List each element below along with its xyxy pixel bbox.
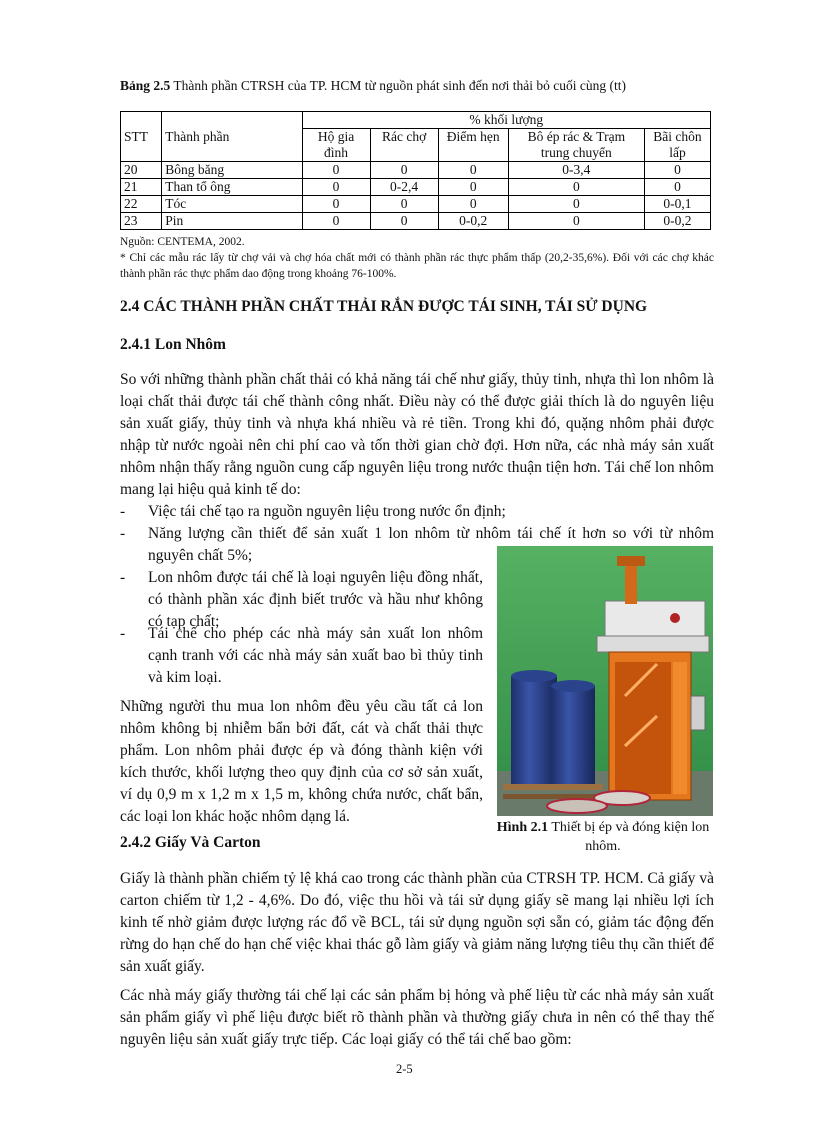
cell-stt: 20 [121, 162, 162, 179]
cell-value: 0 [508, 196, 644, 213]
subsection-title-aluminum: 2.4.1 Lon Nhôm [120, 336, 226, 353]
figure-caption [493, 818, 713, 856]
cell-name: Bông băng [162, 162, 302, 179]
table-row [121, 162, 711, 179]
bullet-item [120, 623, 483, 689]
header-landfill: Bãi chôn lấp [644, 129, 710, 162]
table-row [121, 213, 711, 230]
bullet-item [120, 501, 714, 523]
cell-value: 0 [302, 162, 370, 179]
header-household: Hộ gia đình [302, 129, 370, 162]
paragraph-paper-intro: Giấy là thành phần chiếm tỷ lệ khá cao trong các thành phần của CTRSH TP. HCM. Cả giấy và carton chiếm từ 1,2 - 4,6%. Do đó, việc thu hồi và tái sử dụng giấy sẽ mang lại nhiều lợi ích kinh tế nhờ giảm được lượng rác đổ về BCL, tái sử dụng nguồn sợi sẵn có, giảm tác động đến rừng do hạn chế do hạn chế việc khai thác gỗ làm giấy và giảm năng lượng tiêu thụ cần thiết để sản xuất giấy. [120, 870, 714, 975]
header-group: % khối lượng [302, 112, 710, 129]
table-source: Nguồn: CENTEMA, 2002. [120, 236, 245, 248]
header-collection-point: Điểm hẹn [438, 129, 508, 162]
cell-value: 0 [644, 162, 710, 179]
header-market: Rác chợ [370, 129, 438, 162]
cell-value: 0 [370, 162, 438, 179]
cell-value: 0 [438, 179, 508, 196]
section-title: 2.4 CÁC THÀNH PHẦN CHẤT THẢI RẮN ĐƯỢC TÁI SINH, TÁI SỬ DỤNG [120, 298, 648, 315]
bullet-dash: - [120, 625, 126, 642]
paragraph-paper-recycling: Các nhà máy giấy thường tái chế lại các sản phẩm bị hỏng và phế liệu từ các nhà máy sản xuất sản phẩm giấy vì phế liệu được biết rõ thành phần và thường giấy chưa in nên có thể thay thế nguyên liệu sản xuất giấy trực tiếp. Các loại giấy có thể tái chế bao gồm: [120, 987, 714, 1048]
bullet-text: Năng lượng cần thiết để sản xuất 1 lon nhôm từ nhôm tái chế ít hơn so với từ nhôm nguyên chất 5%; [148, 525, 714, 564]
bullet-dash: - [120, 503, 126, 520]
header-transfer-station: Bô ép rác & Trạm trung chuyển [508, 129, 644, 162]
table-header-row [121, 112, 711, 129]
figure-baler-image [497, 546, 713, 816]
table-row [121, 179, 711, 196]
cell-stt: 22 [121, 196, 162, 213]
bullet-text: Lon nhôm được tái chế là loại nguyên liệu đồng nhất, có thành phần xác định biết trước và hầu như không có tạp chất; [148, 569, 483, 630]
cell-name: Than tổ ông [162, 179, 302, 196]
paragraph-aluminum-intro: So với những thành phần chất thải có khả năng tái chế như giấy, thủy tinh, nhựa thì lon nhôm là loại chất thải được tái chế thành công nhất. Điều này có thể được giải thích là do nguyên liệu sản xuất giấy, thủy tinh và nhựa khá nhiều và rẻ tiền. Trong khi đó, quặng nhôm phải được nhập từ nước ngoài nên chi phí cao và tốn thời gian chờ đợi. Hơn nữa, các nhà máy sản xuất nhôm nhận thấy rằng nguồn cung cấp nguyên liệu trong nước thuận tiện hơn. Tái chế lon nhôm mang lại hiệu quả kinh tế do: [120, 371, 714, 498]
cell-stt: 21 [121, 179, 162, 196]
cell-value: 0-0,2 [644, 213, 710, 230]
table-footnote: * Chỉ các mẫu rác lấy từ chợ vải và chợ hóa chất mới có thành phần rác thực phẩm thấp (20,2-35,6%). Đối với các chợ khác thành phần rác thực phẩm dao động trong khoảng 76-100%. [120, 252, 714, 280]
paragraph-aluminum-requirements: Những người thu mua lon nhôm đều yêu cầu tất cả lon nhôm không bị nhiễm bẩn bởi đất, cát và chất thải thực phẩm. Lon nhôm phải được ép và đóng thành kiện với kích thước, khối lượng theo quy định của cơ sở sản xuất, ví dụ 0,9 m x 1,2 m x 1,5 m, không chứa nước, chất bẩn, các loại lon khác hoặc nhôm dạng lá. [120, 698, 483, 825]
cell-value: 0 [508, 213, 644, 230]
cell-name: Pin [162, 213, 302, 230]
cell-value: 0 [370, 196, 438, 213]
cell-stt: 23 [121, 213, 162, 230]
cell-value: 0 [370, 213, 438, 230]
table-row [121, 196, 711, 213]
subsection-title-paper: 2.4.2 Giấy Và Carton [120, 834, 261, 851]
cell-value: 0 [644, 179, 710, 196]
page-number: 2-5 [396, 1062, 413, 1076]
table-caption [120, 78, 626, 94]
bullet-text: Việc tái chế tạo ra nguồn nguyên liệu trong nước ổn định; [148, 503, 506, 520]
cell-value: 0 [302, 196, 370, 213]
cell-value: 0-2,4 [370, 179, 438, 196]
header-component: Thành phần [162, 112, 302, 162]
figure-label: Hình 2.1 [496, 820, 549, 835]
cell-value: 0 [508, 179, 644, 196]
header-stt: STT [121, 112, 162, 162]
cell-value: 0-3,4 [508, 162, 644, 179]
bullet-dash: - [120, 525, 126, 542]
table-caption-label: Bảng 2.5 [120, 78, 171, 93]
cell-value: 0 [302, 213, 370, 230]
cell-value: 0 [438, 162, 508, 179]
cell-value: 0 [438, 196, 508, 213]
cell-value: 0 [302, 179, 370, 196]
composition-table [120, 111, 711, 230]
table-notes [120, 234, 714, 282]
cell-value: 0-0,2 [438, 213, 508, 230]
figure-caption-text: Thiết bị ép và đóng kiện lon nhôm. [551, 820, 710, 854]
cell-value: 0-0,1 [644, 196, 710, 213]
table-caption-text: Thành phần CTRSH của TP. HCM từ nguồn phát sinh đến nơi thải bỏ cuối cùng (tt) [173, 78, 626, 93]
cell-name: Tóc [162, 196, 302, 213]
bullet-text: Tái chế cho phép các nhà máy sản xuất lon nhôm cạnh tranh với các nhà máy sản xuất bao bì thủy tinh và kim loại. [148, 625, 483, 686]
bullet-dash: - [120, 569, 126, 586]
baler-illustration [497, 546, 713, 816]
